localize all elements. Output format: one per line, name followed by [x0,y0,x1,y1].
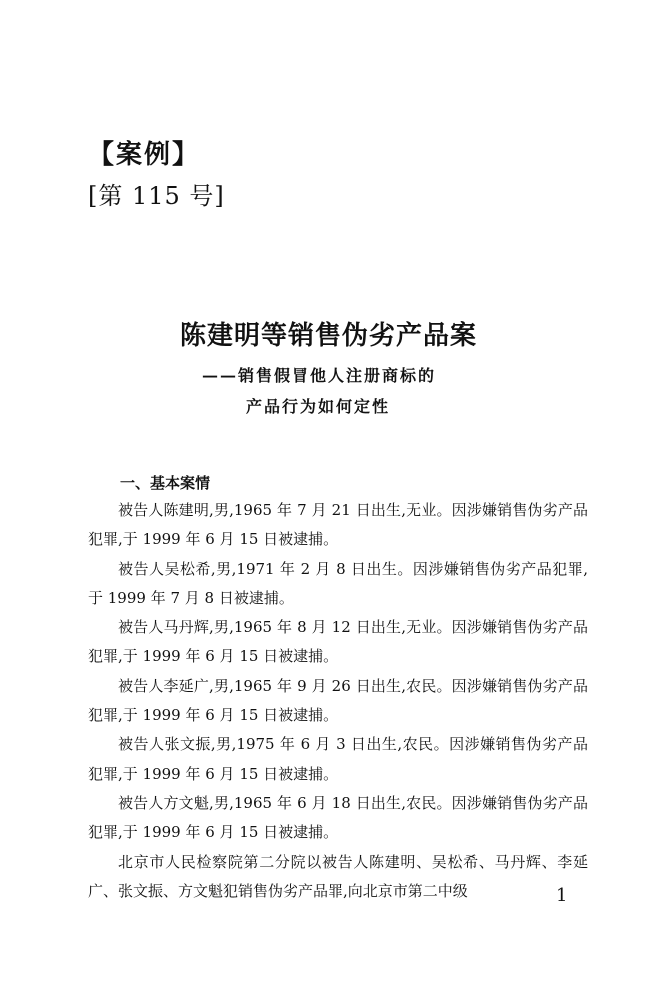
case-title: 陈建明等销售伪劣产品案 [179,321,477,351]
page-number: 1 [556,885,568,906]
case-number: [第 115 号] [88,182,225,210]
paragraph-defendant-4: 被告人李延广,男,1965 年 9 月 26 日出生,农民。因涉嫌销售伪劣产品犯罪,于 1999 年 6 月 15 日被逮捕。 [88,676,588,725]
paragraph-defendant-2: 被告人吴松希,男,1971 年 2 月 8 日出生。因涉嫌销售伪劣产品犯罪,于 1999 年 7 月 8 日被逮捕。 [88,559,588,607]
case-subtitle-line-2: 产品行为如何定性 [246,397,391,416]
paragraph-prosecution: 北京市人民检察院第二分院以被告人陈建明、吴松希、马丹辉、李延广、张文振、方文魁犯销售伪劣产品罪,向北京市第二中级 [88,852,588,900]
paragraph-defendant-6: 被告人方文魁,男,1965 年 6 月 18 日出生,农民。因涉嫌销售伪劣产品犯罪,于 1999 年 6 月 15 日被逮捕。 [88,793,588,842]
case-label: 【案例】 [88,140,201,170]
body-text [88,496,588,906]
case-subtitle-line-1: ——销售假冒他人注册商标的 [202,366,437,385]
paragraph-defendant-5: 被告人张文振,男,1975 年 6 月 3 日出生,农民。因涉嫌销售伪劣产品犯罪,于 1999 年 6 月 15 日被逮捕。 [88,735,588,783]
paragraph-defendant-3: 被告人马丹辉,男,1965 年 8 月 12 日出生,无业。因涉嫌销售伪劣产品犯罪,于 1999 年 6 月 15 日被逮捕。 [88,618,588,666]
section-heading: 一、基本案情 [120,474,211,492]
paragraph-defendant-1: 被告人陈建明,男,1965 年 7 月 21 日出生,无业。因涉嫌销售伪劣产品犯罪,于 1999 年 6 月 15 日被逮捕。 [88,501,588,549]
